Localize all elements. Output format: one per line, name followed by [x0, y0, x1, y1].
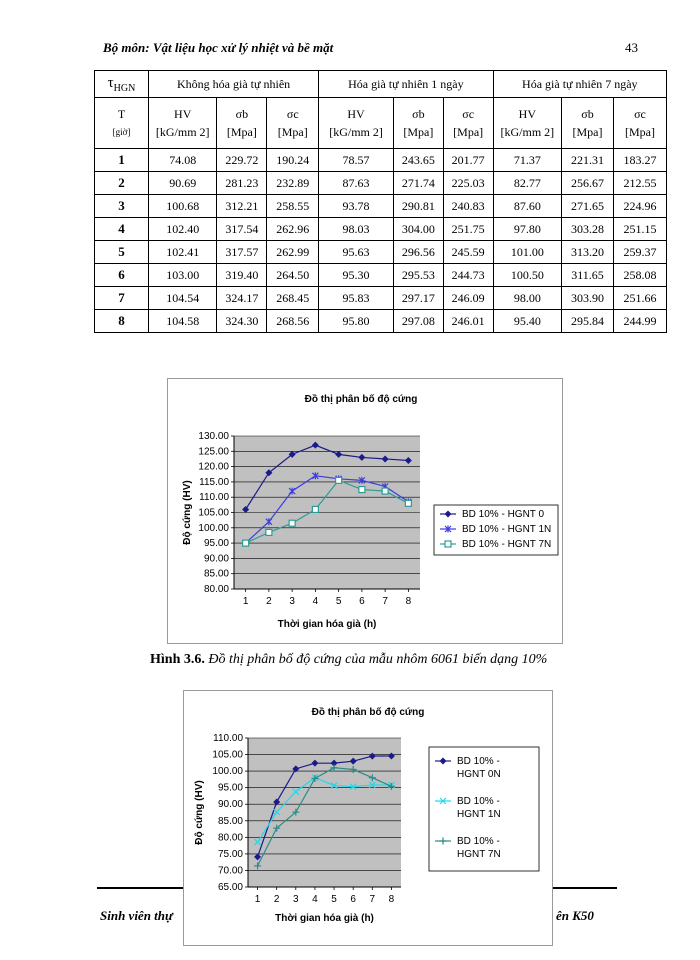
legend-label: BD 10% - — [457, 756, 500, 767]
y-axis-label: Độ cứng (HV) — [182, 480, 193, 545]
footer-right-text: ên K50 — [556, 908, 594, 923]
y-tick-label: 115.00 — [199, 476, 229, 488]
y-tick-label: 95.00 — [203, 538, 229, 550]
chart-title: Đồ thị phân bố độ cứng — [311, 707, 425, 718]
y-tick-label: 70.00 — [217, 865, 243, 877]
y-tick-label: 105.00 — [212, 749, 243, 761]
y-tick-label: 85.00 — [217, 815, 243, 827]
series-3-point — [336, 477, 342, 483]
table-row: 3 100.68 312.21 258.55 93.78 290.81 240.83 87.60 271.65 224.96 — [95, 195, 667, 218]
series-3-point — [312, 506, 318, 512]
y-tick-label: 90.00 — [203, 553, 229, 565]
chart-1-svg — [168, 379, 562, 643]
y-tick-label: 120.00 — [198, 461, 229, 473]
y-tick-label: 75.00 — [217, 848, 243, 860]
table-row: 1 74.08 229.72 190.24 78.57 243.65 201.77 71.37 221.31 183.27 — [95, 149, 667, 172]
y-tick-label: 80.00 — [217, 832, 243, 844]
page-header — [103, 40, 638, 60]
chart-2-svg — [184, 691, 552, 945]
group-header-2: Hóa già tự nhiên 7 ngày — [493, 71, 666, 98]
legend-label: HGNT 0N — [457, 769, 501, 780]
y-tick-label: 130.00 — [198, 431, 229, 442]
y-tick-label: 95.00 — [217, 782, 243, 794]
series-3-point — [243, 540, 249, 546]
sigma-c-header: σc [Mpa] — [267, 98, 319, 149]
figure-caption — [150, 652, 547, 668]
sigma-c-header: σc [Mpa] — [613, 98, 666, 149]
series-3-point — [289, 520, 295, 526]
chart-title: Đồ thị phân bố độ cứng — [304, 394, 418, 405]
table-row: 7 104.54 324.17 268.45 95.83 297.17 246.09 98.00 303.90 251.66 — [95, 287, 667, 310]
group-header-0: Không hóa già tự nhiên — [148, 71, 318, 98]
legend-label: BD 10% - — [457, 836, 500, 847]
hv-header: HV [kG/mm 2] — [148, 98, 217, 149]
x-tick-label: 5 — [335, 596, 342, 607]
x-tick-label: 6 — [350, 894, 356, 905]
x-tick-label: 2 — [273, 894, 280, 905]
hardness-chart-1 — [167, 378, 563, 644]
series-3-point — [405, 500, 411, 506]
table-row: 6 103.00 319.40 264.50 95.30 295.53 244.73 100.50 311.65 258.08 — [95, 264, 667, 287]
table-row: 2 90.69 281.23 232.89 87.63 271.74 225.03 82.77 256.67 212.55 — [95, 172, 667, 195]
hardness-table — [94, 70, 667, 333]
y-tick-label: 105.00 — [198, 507, 229, 519]
x-tick-label: 7 — [382, 596, 388, 607]
y-tick-label: 85.00 — [203, 568, 229, 580]
legend-label: BD 10% - HGNT 1N — [462, 524, 552, 535]
sigma-b-header: σb [Mpa] — [217, 98, 267, 149]
caption-text: Đồ thị phân bố độ cứng của mẫu nhôm 6061 biến dạng 10% — [204, 652, 548, 667]
x-tick-label: 8 — [405, 596, 412, 607]
y-tick-label: 100.00 — [212, 766, 243, 778]
x-axis-label: Thời gian hóa già (h) — [277, 619, 377, 630]
legend-label: HGNT 1N — [457, 809, 501, 820]
caption-label: Hình 3.6. — [150, 652, 205, 667]
x-tick-label: 6 — [359, 596, 365, 607]
x-tick-label: 3 — [289, 596, 295, 607]
x-tick-label: 4 — [312, 596, 319, 607]
page-number: 43 — [625, 40, 638, 55]
group-header-1: Hóa già tự nhiên 1 ngày — [319, 71, 493, 98]
legend-label: BD 10% - — [457, 796, 500, 807]
x-tick-label: 8 — [388, 894, 395, 905]
tau-header: $\tau_{HGN}$ — [95, 71, 149, 98]
table-row: 5 102.41 317.57 262.99 95.63 296.56 245.59 101.00 313.20 259.37 — [95, 241, 667, 264]
footer-left-text: Sinh viên thự — [100, 908, 173, 923]
x-tick-label: 3 — [293, 894, 299, 905]
y-tick-label: 100.00 — [198, 522, 229, 534]
series-3-point — [359, 487, 365, 493]
hv-header: HV [kG/mm 2] — [319, 98, 394, 149]
y-tick-label: 110.00 — [199, 492, 229, 504]
x-tick-label: 5 — [331, 894, 337, 905]
x-tick-label: 1 — [242, 596, 249, 607]
sigma-b-header: σb [Mpa] — [562, 98, 614, 149]
y-axis-label: Độ cứng (HV) — [194, 780, 205, 845]
series-3-point — [382, 488, 388, 494]
x-tick-label: 2 — [266, 596, 272, 607]
table-row: 4 102.40 317.54 262.96 98.03 304.00 251.75 97.80 303.28 251.15 — [95, 218, 667, 241]
time-header: T [giờ] — [95, 98, 149, 149]
y-tick-label: 80.00 — [203, 584, 229, 595]
y-tick-label: 90.00 — [217, 799, 243, 811]
y-tick-label: 110.00 — [213, 733, 243, 744]
y-tick-label: 65.00 — [217, 882, 243, 893]
department-title: Bộ môn: Vật liệu học xử lý nhiệt và bề mặt — [103, 40, 334, 55]
series-3-point — [266, 529, 272, 535]
sigma-c-header: σc [Mpa] — [443, 98, 493, 149]
hardness-chart-2 — [183, 690, 553, 946]
x-axis-label: Thời gian hóa già (h) — [275, 913, 374, 924]
x-tick-label: 1 — [254, 894, 261, 905]
y-tick-label: 125.00 — [198, 446, 229, 458]
x-tick-label: 7 — [369, 894, 376, 905]
legend-label: BD 10% - HGNT 0 — [462, 509, 545, 520]
sigma-b-header: σb [Mpa] — [393, 98, 443, 149]
plot-area — [248, 738, 401, 887]
legend-label: HGNT 7N — [457, 849, 501, 860]
hv-header: HV [kG/mm 2] — [493, 98, 562, 149]
legend-marker — [445, 541, 451, 547]
table-row: 8 104.58 324.30 268.56 95.80 297.08 246.01 95.40 295.84 244.99 — [95, 310, 667, 333]
legend-label: BD 10% - HGNT 7N — [462, 539, 552, 550]
x-tick-label: 4 — [312, 894, 318, 905]
